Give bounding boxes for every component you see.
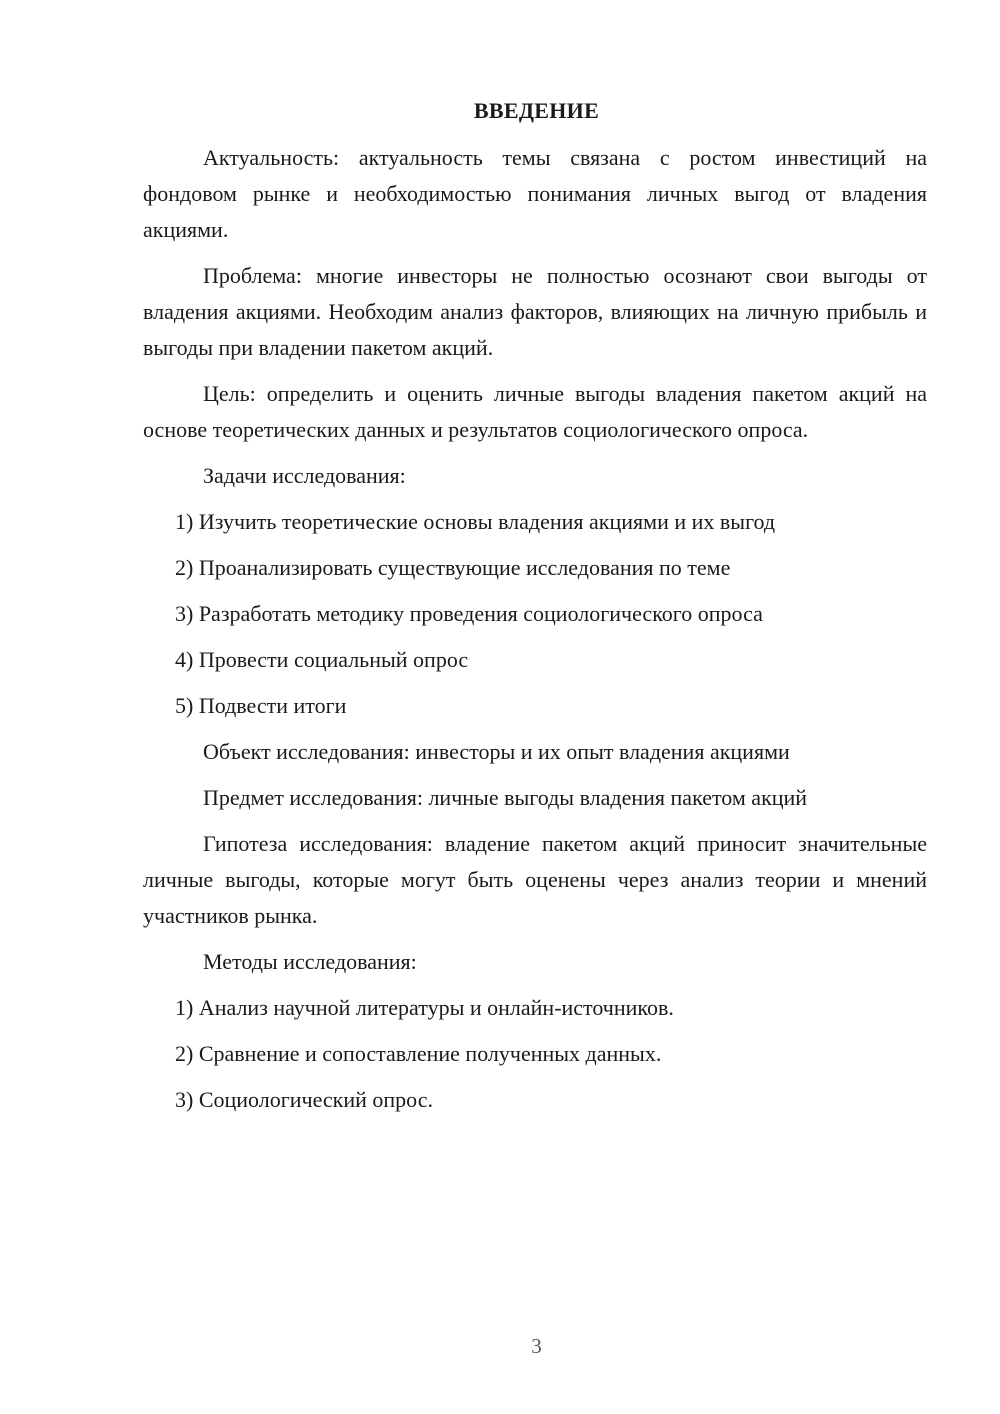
method-item: 3) Социологический опрос. (175, 1087, 433, 1112)
method-item: 2) Сравнение и сопоставление полученных данных. (175, 1041, 662, 1066)
research-subject: Предмет исследования: личные выгоды владения пакетом акций (203, 785, 808, 810)
page-number: 3 (531, 1334, 542, 1358)
task-item: 2) Проанализировать существующие исследования по теме (175, 555, 731, 580)
body-text (143, 140, 927, 1128)
methods-heading: Методы исследования: (203, 949, 417, 974)
problem-paragraph: Проблема: многие инвесторы не полностью осознают свои выгоды от владения акциями. Необходим анализ факторов, влияющих на личную прибыль и выгоды при владении пакетом акций. (143, 263, 927, 360)
tasks-heading: Задачи исследования: (203, 463, 406, 488)
relevance-paragraph: Актуальность: актуальность темы связана с ростом инвестиций на фондовом рынке и необходимостью понимания личных выгод от владения акциями. (143, 145, 927, 242)
task-item: 4) Провести социальный опрос (175, 647, 469, 672)
hypothesis-paragraph: Гипотеза исследования: владение пакетом акций приносит значительные личные выгоды, которые могут быть оценены через анализ теории и мнений участников рынка. (143, 831, 927, 928)
research-object: Объект исследования: инвесторы и их опыт владения акциями (203, 739, 790, 764)
goal-paragraph: Цель: определить и оценить личные выгоды владения пакетом акций на основе теоретических данных и результатов социологического опроса. (143, 381, 927, 442)
task-item: 3) Разработать методику проведения социологического опроса (175, 601, 763, 626)
task-item: 5) Подвести итоги (175, 693, 347, 718)
section-title: ВВЕДЕНИЕ (473, 98, 600, 123)
task-item: 1) Изучить теоретические основы владения акциями и их выгод (175, 509, 776, 534)
method-item: 1) Анализ научной литературы и онлайн-источников. (175, 995, 674, 1020)
